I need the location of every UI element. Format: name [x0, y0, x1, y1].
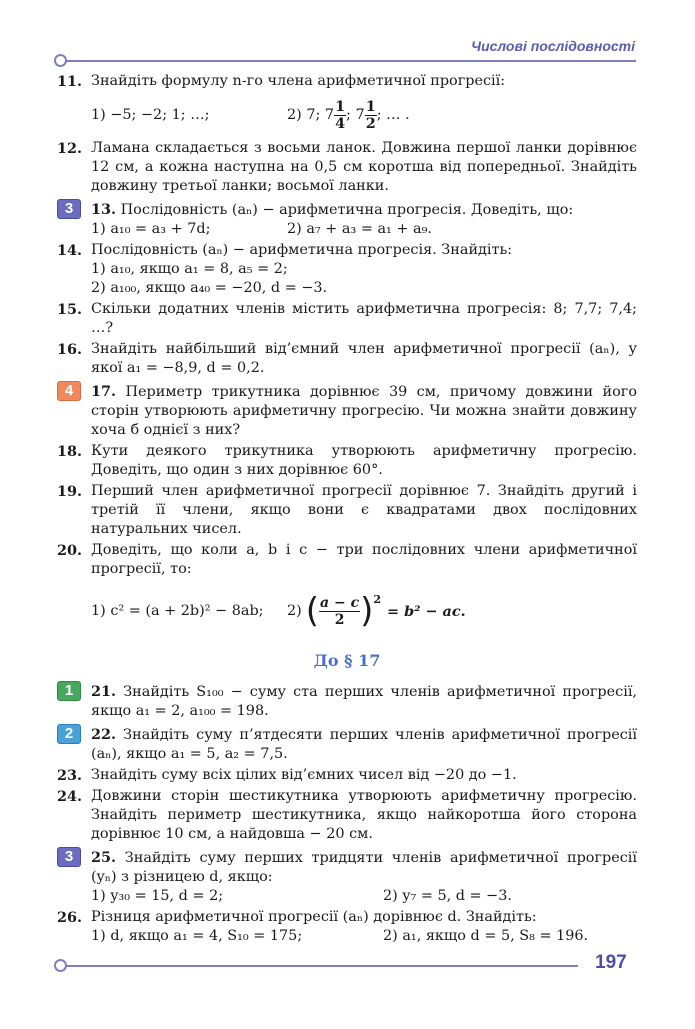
level-badge: 3	[57, 199, 81, 219]
page-content	[57, 72, 637, 948]
problem-26: 26. Різниця арифметичної прогресії (aₙ) дорівнює d. Знайдіть: 1) d, якщо a₁ = 4, S₁₀ = 175; 2) a₁, якщо d = 5, S₈ = 196.	[57, 909, 589, 944]
section-heading: До § 17	[313, 651, 381, 670]
problem-24: 24. Довжини сторін шестикутника утворюють арифметичну прогресію. Знайдіть периметр шестикутника, якщо найкоротша його сторона дорівнює 10 см, а найдовша − 20 см.	[57, 788, 637, 842]
problem-12: 12. Ламана складається з восьми ланок. Довжина першої ланки дорівнює 12 см, а кожна наступна на 0,5 см коротша від попередньої. Знайдіть довжину третьої ланки; восьмої ланки.	[57, 140, 637, 194]
problem-16: 16. Знайдіть найбільший від’ємний член арифметичної прогресії (aₙ), у якої a₁ = −8,9, d = 0,2.	[57, 341, 637, 376]
right-paren: )	[360, 590, 374, 631]
problem-20-items: 1) c² = (a + 2b)² − 8ab; 2) ( $\frac{a - c}{2}$ ) $^2$ = b² − ac.	[91, 590, 466, 631]
header-rule-dot	[54, 54, 67, 67]
problem-21: 1 21. Знайдіть S₁₀₀ − суму ста перших членів арифметичної прогресії, якщо a₁ = 2, a₁₀₀ = 198.	[57, 682, 637, 721]
problem-11: 11. Знайдіть формулу n-го члена арифметичної прогресії: 1) −5; −2; 1; …; 2) 7; 7 $\frac{1}{4}$ ; 7 $\frac{1}{2}$ ; … .	[57, 72, 637, 133]
running-header: Числові послідовності	[471, 38, 635, 54]
problem-22: 2 22. Знайдіть суму п’ятдесяти перших членів арифметичної прогресії (aₙ), якщо a₁ = 5, a₂ = 7,5.	[57, 725, 637, 764]
level-badge: 2	[57, 724, 81, 744]
footer-rule-dot	[54, 959, 67, 972]
footer-rule	[58, 965, 578, 967]
problem-13: 3 13. Послідовність (aₙ) − арифметична прогресія. Доведіть, що: 1) a₁₀ = a₃ + 7d; 2) a₇ + a₃ = a₁ + a₉.	[57, 200, 637, 239]
problem-23: 23. Знайдіть суму всіх цілих від’ємних чисел від −20 до −1.	[57, 767, 517, 784]
problem-19: 19. Перший член арифметичної прогресії дорівнює 7. Знайдіть другий і третій її члени, якщо вони є квадратами двох послідовних натуральних чисел.	[57, 483, 637, 537]
problem-14: 14. Послідовність (aₙ) − арифметична прогресія. Знайдіть: 1) a₁₀, якщо a₁ = 8, a₅ = 2; 2) a₁₀₀, якщо a₄₀ = −20, d = −3.	[57, 242, 513, 296]
header-rule	[58, 60, 636, 62]
problem-18: 18. Кути деякого трикутника утворюють арифметичну прогресію. Доведіть, що один з них дорівнює 60°.	[57, 443, 637, 478]
fraction-one-half: $\frac{1}{2}$	[365, 97, 376, 132]
problem-15: 15. Скільки додатних членів містить арифметична прогресія: 8; 7,7; 7,4; …?	[57, 301, 637, 336]
page-number: 197	[595, 952, 627, 973]
level-badge: 3	[57, 847, 81, 867]
exponent-2: 2	[373, 592, 382, 606]
level-badge: 1	[57, 681, 81, 701]
fraction-one-quarter: $\frac{1}{4}$	[335, 97, 346, 132]
problem-20: 20. Доведіть, що коли a, b і c − три послідовних члени арифметичної прогресії, то: 1) c² = (a + 2b)² − 8ab; 2) ( $\frac{a - c}{2}$ ) $^2$ = b² − ac.	[57, 541, 637, 637]
fraction-a-minus-c-over-2: $\frac{a - c}{2}$	[320, 594, 360, 628]
problem-17: 4 17. Периметр трикутника дорівнює 39 см, причому довжини його сторін утворюють арифметичну прогресію. Чи можна знайти довжину хоча б однієї з них?	[57, 382, 637, 440]
left-paren: (	[305, 590, 320, 631]
problem-25: 3 25. Знайдіть суму перших тридцяти членів арифметичної прогресії (yₙ) з різницею d, якщо: 1) y₃₀ = 15, d = 2; 2) y₇ = 5, d = −3.	[57, 848, 637, 906]
level-badge: 4	[57, 381, 81, 401]
problem-11-items: 1) −5; −2; 1; …; 2) 7; 7 $\frac{1}{4}$ ; 7 $\frac{1}{2}$ ; … .	[91, 97, 410, 132]
